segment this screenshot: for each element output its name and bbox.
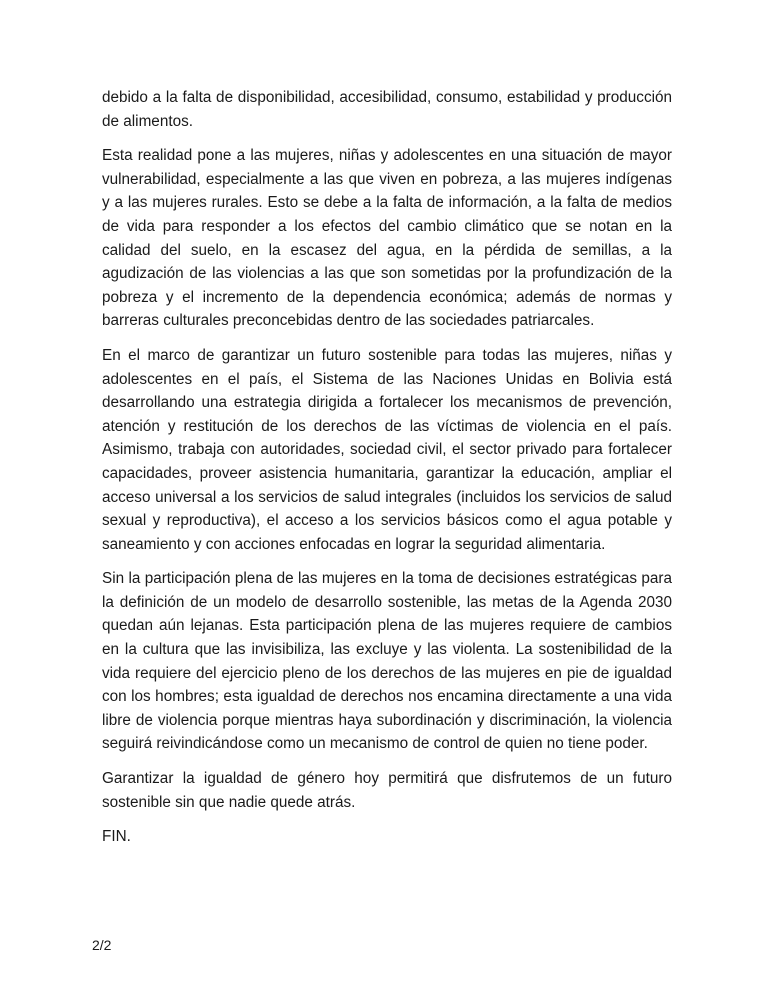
paragraph-gender-equality: Garantizar la igualdad de género hoy permitirá que disfrutemos de un futuro sostenible sin que nadie quede atrás. <box>102 770 672 811</box>
paragraph-vulnerability: Esta realidad pone a las mujeres, niñas y adolescentes en una situación de mayor vulnerabilidad, especialmente a las que viven en pobreza, a las mujeres indígenas y a las mujeres rurales. Esto se debe a la falta de información, a la falta de medios de vida para responder a los efectos del cambio climático que se notan en la calidad del suelo, en la escasez del agua, en la pérdida de semillas, a la agudización de las violencias a las que son sometidas por la profundización de la pobreza y el incremento de la dependencia económica; además de normas y barreras culturales preconcebidas dentro de las sociedades patriarcales. <box>102 147 672 330</box>
paragraph-participation: Sin la participación plena de las mujeres en la toma de decisiones estratégicas para la definición de un modelo de desarrollo sostenible, las metas de la Agenda 2030 quedan aún lejanas. Esta participación plena de las mujeres requiere de cambios en la cultura que las invisibiliza, las excluye y las violenta. La sostenibilidad de la vida requiere del ejercicio pleno de los derechos de las mujeres en pie de igualdad con los hombres; esta igualdad de derechos nos encamina directamente a una vida libre de violencia porque mientras haya subordinación y discriminación, la violencia seguirá reivindicándose como un mecanismo de control de quien no tiene poder. <box>102 570 672 753</box>
document-body <box>102 86 672 860</box>
paragraph-food-availability: debido a la falta de disponibilidad, accesibilidad, consumo, estabilidad y producción de alimentos. <box>102 89 672 130</box>
page-number: 2/2 <box>92 937 112 953</box>
paragraph-end: FIN. <box>102 828 131 846</box>
paragraph-un-strategy: En el marco de garantizar un futuro sostenible para todas las mujeres, niñas y adolescentes en el país, el Sistema de las Naciones Unidas en Bolivia está desarrollando una estrategia dirigida a fortalecer los mecanismos de prevención, atención y restitución de los derechos de las víctimas de violencia en el país. Asimismo, trabaja con autoridades, sociedad civil, el sector privado para fortalecer capacidades, proveer asistencia humanitaria, garantizar la educación, ampliar el acceso universal a los servicios de salud integrales (incluidos los servicios de salud sexual y reproductiva), el acceso a los servicios básicos como el agua potable y saneamiento y con acciones enfocadas en lograr la seguridad alimentaria. <box>102 346 672 553</box>
